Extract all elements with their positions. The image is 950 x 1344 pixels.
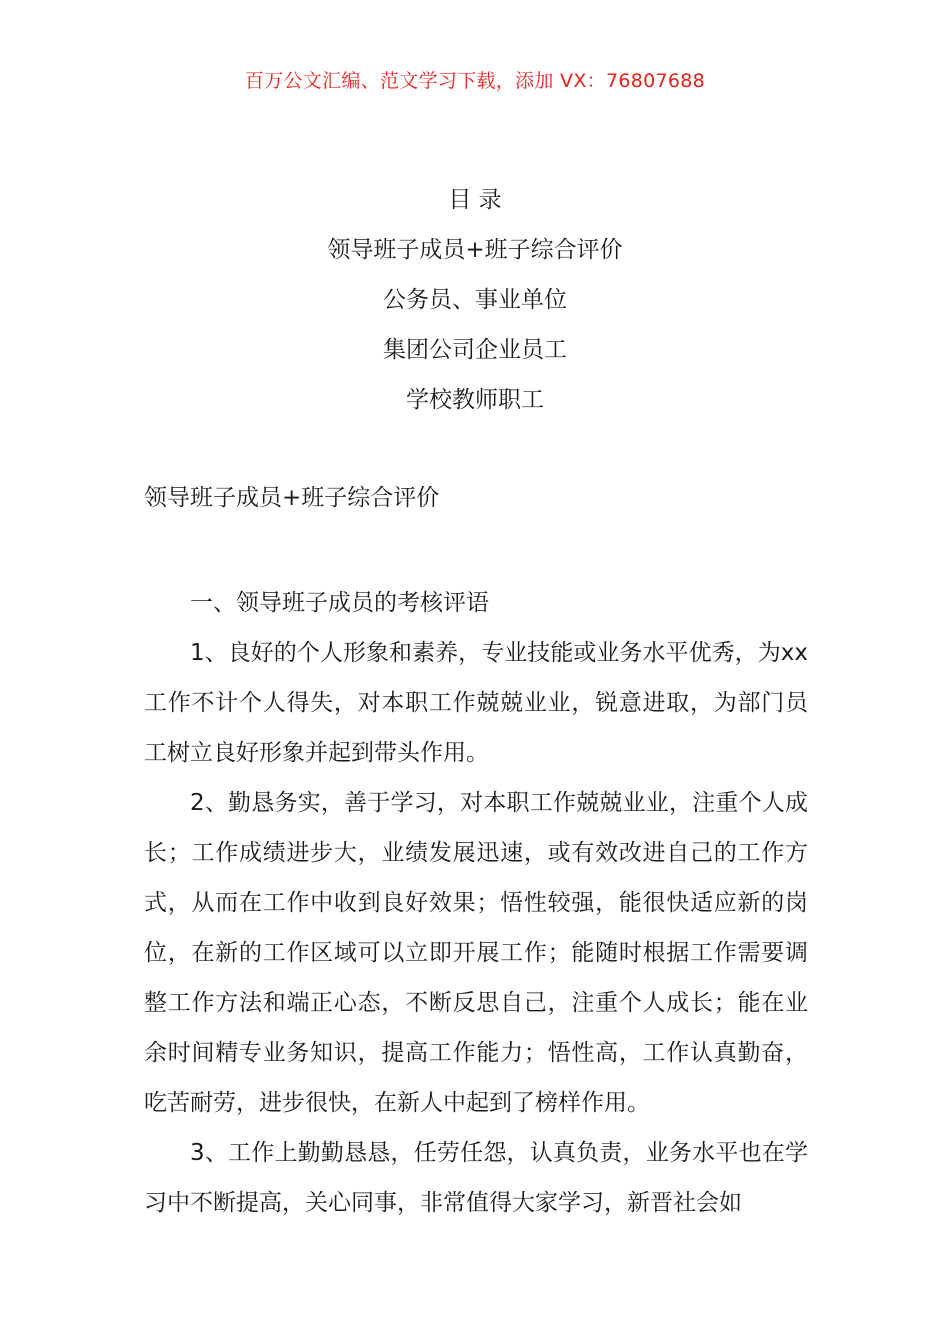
paragraph: 2、勤恳务实，善于学习，对本职工作兢兢业业，注重个人成长；工作成绩进步大，业绩发展迅速，或有效改进自己的工作方式，从而在工作中收到良好效果；悟性较强，能很快适应新的岗位，在新的工作区域可以立即开展工作；能随时根据工作需要调整工作方法和端正心态，不断反思自己，注重个人成长；能在业余时间精专业务知识，提高工作能力；悟性高，工作认真勤奋，吃苦耐劳，进步很快，在新人中起到了榜样作用。: [144, 790, 808, 1116]
paragraph: 3、工作上勤勤恳恳，任劳任怨，认真负责，业务水平也在学习中不断提高，关心同事，非常值得大家学习，新晋社会如: [144, 1140, 808, 1216]
paragraph: 1、良好的个人形象和素养，专业技能或业务水平优秀，为xx工作不计个人得失，对本职工作兢兢业业，锐意进取，为部门员工树立良好形象并起到带头作用。: [144, 640, 808, 766]
header-watermark-note: 百万公文汇编、范文学习下载，添加 VX：76807688: [244, 70, 706, 92]
toc-item: 公务员、事业单位: [383, 287, 567, 313]
toc-item: 集团公司企业员工: [383, 337, 567, 363]
section-body: [144, 578, 808, 1228]
toc-title: 目 录: [448, 187, 502, 213]
toc-item: 学校教师职工: [406, 387, 544, 413]
table-of-contents: [0, 180, 950, 430]
subheading: 一、领导班子成员的考核评语: [190, 590, 489, 616]
section-title: 领导班子成员+班子综合评价: [144, 485, 440, 511]
toc-item: 领导班子成员+班子综合评价: [327, 237, 623, 263]
